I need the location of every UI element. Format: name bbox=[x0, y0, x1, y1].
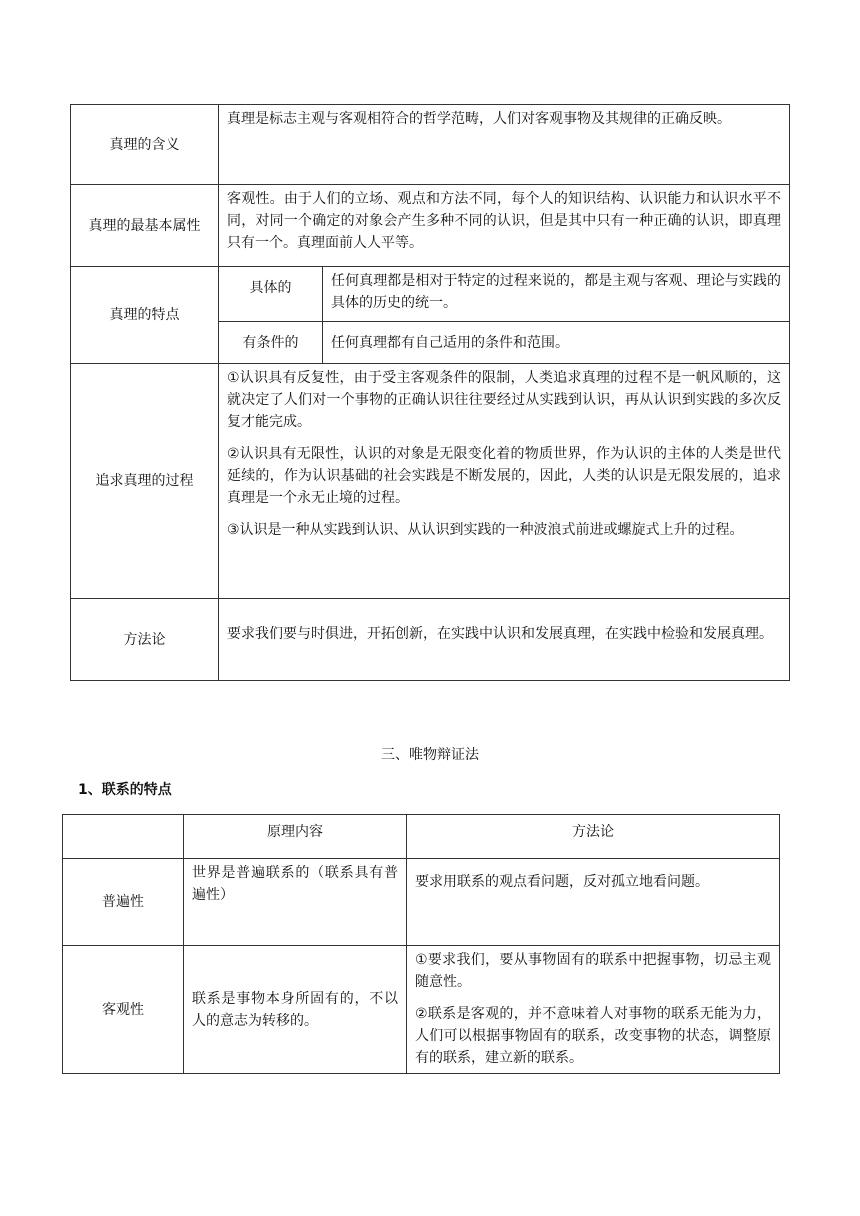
table-row bbox=[71, 185, 790, 267]
row-label: 真理的最基本属性 bbox=[71, 185, 219, 267]
paragraph: ①认识具有反复性，由于受主客观条件的限制，人类追求真理的过程不是一帆风顺的，这就决定了人们对一个事物的正确认识往往要经过从实践到认识，再从认识到实践的多次反复才能完成。 bbox=[227, 370, 781, 430]
table-row bbox=[71, 364, 790, 599]
table-row bbox=[71, 599, 790, 681]
principle-cell: 世界是普遍联系的（联系具有普遍性） bbox=[184, 859, 407, 946]
paragraph: ②联系是客观的，并不意味着人对事物的联系无能为力，人们可以根据事物固有的联系，改变事物的状态，调整原有的联系，建立新的联系。 bbox=[415, 1006, 771, 1066]
principle-cell: 联系是事物本身所固有的，不以人的意志为转移的。 bbox=[184, 946, 407, 1074]
table-row bbox=[71, 267, 790, 322]
paragraph: ②认识具有无限性，认识的对象是无限变化着的物质世界，作为认识的主体的人类是世代延续的，作为认识基础的社会实践是不断发展的，因此，人类的认识是无限发展的，追求真理是一个永无止境的过程。 bbox=[227, 446, 781, 506]
paragraph: 要求用联系的观点看问题，反对孤立地看问题。 bbox=[415, 874, 709, 890]
row-content: 客观性。由于人们的立场、观点和方法不同，每个人的知识结构、认识能力和认识水平不同，对同一个确定的对象会产生多种不同的认识，但是其中只有一种正确的认识，即真理只有一个。真理面前人人平等。 bbox=[219, 185, 790, 267]
row-label: 追求真理的过程 bbox=[71, 364, 219, 599]
sub-content: 任何真理都是相对于特定的过程来说的，都是主观与客观、理论与实践的具体的历史的统一。 bbox=[323, 267, 790, 322]
row-label: 真理的特点 bbox=[71, 267, 219, 364]
table-row bbox=[71, 105, 790, 185]
method-cell bbox=[407, 946, 780, 1074]
method-cell bbox=[407, 859, 780, 946]
row-label: 真理的含义 bbox=[71, 105, 219, 185]
header-cell bbox=[63, 815, 184, 859]
sub-label: 具体的 bbox=[219, 267, 323, 322]
truth-table bbox=[70, 104, 790, 681]
paragraph: ①要求我们，要从事物固有的联系中把握事物，切忌主观随意性。 bbox=[415, 952, 771, 990]
row-content: 要求我们要与时俱进，开拓创新，在实践中认识和发展真理，在实践中检验和发展真理。 bbox=[219, 599, 790, 681]
row-label: 方法论 bbox=[71, 599, 219, 681]
row-content bbox=[219, 364, 790, 599]
row-label: 普遍性 bbox=[63, 859, 184, 946]
subsection-heading: 1、联系的特点 bbox=[78, 782, 172, 798]
paragraph: ③认识是一种从实践到认识、从认识到实践的一种波浪式前进或螺旋式上升的过程。 bbox=[227, 522, 744, 538]
sub-label: 有条件的 bbox=[219, 322, 323, 364]
header-cell: 原理内容 bbox=[184, 815, 407, 859]
header-cell: 方法论 bbox=[407, 815, 780, 859]
section-heading: 三、唯物辩证法 bbox=[381, 747, 479, 763]
table-row bbox=[63, 859, 780, 946]
table-header-row bbox=[63, 815, 780, 859]
sub-content: 任何真理都有自己适用的条件和范围。 bbox=[323, 322, 790, 364]
row-content: 真理是标志主观与客观相符合的哲学范畴，人们对客观事物及其规律的正确反映。 bbox=[219, 105, 790, 185]
table-row bbox=[63, 946, 780, 1074]
link-table bbox=[62, 814, 780, 1074]
row-label: 客观性 bbox=[63, 946, 184, 1074]
